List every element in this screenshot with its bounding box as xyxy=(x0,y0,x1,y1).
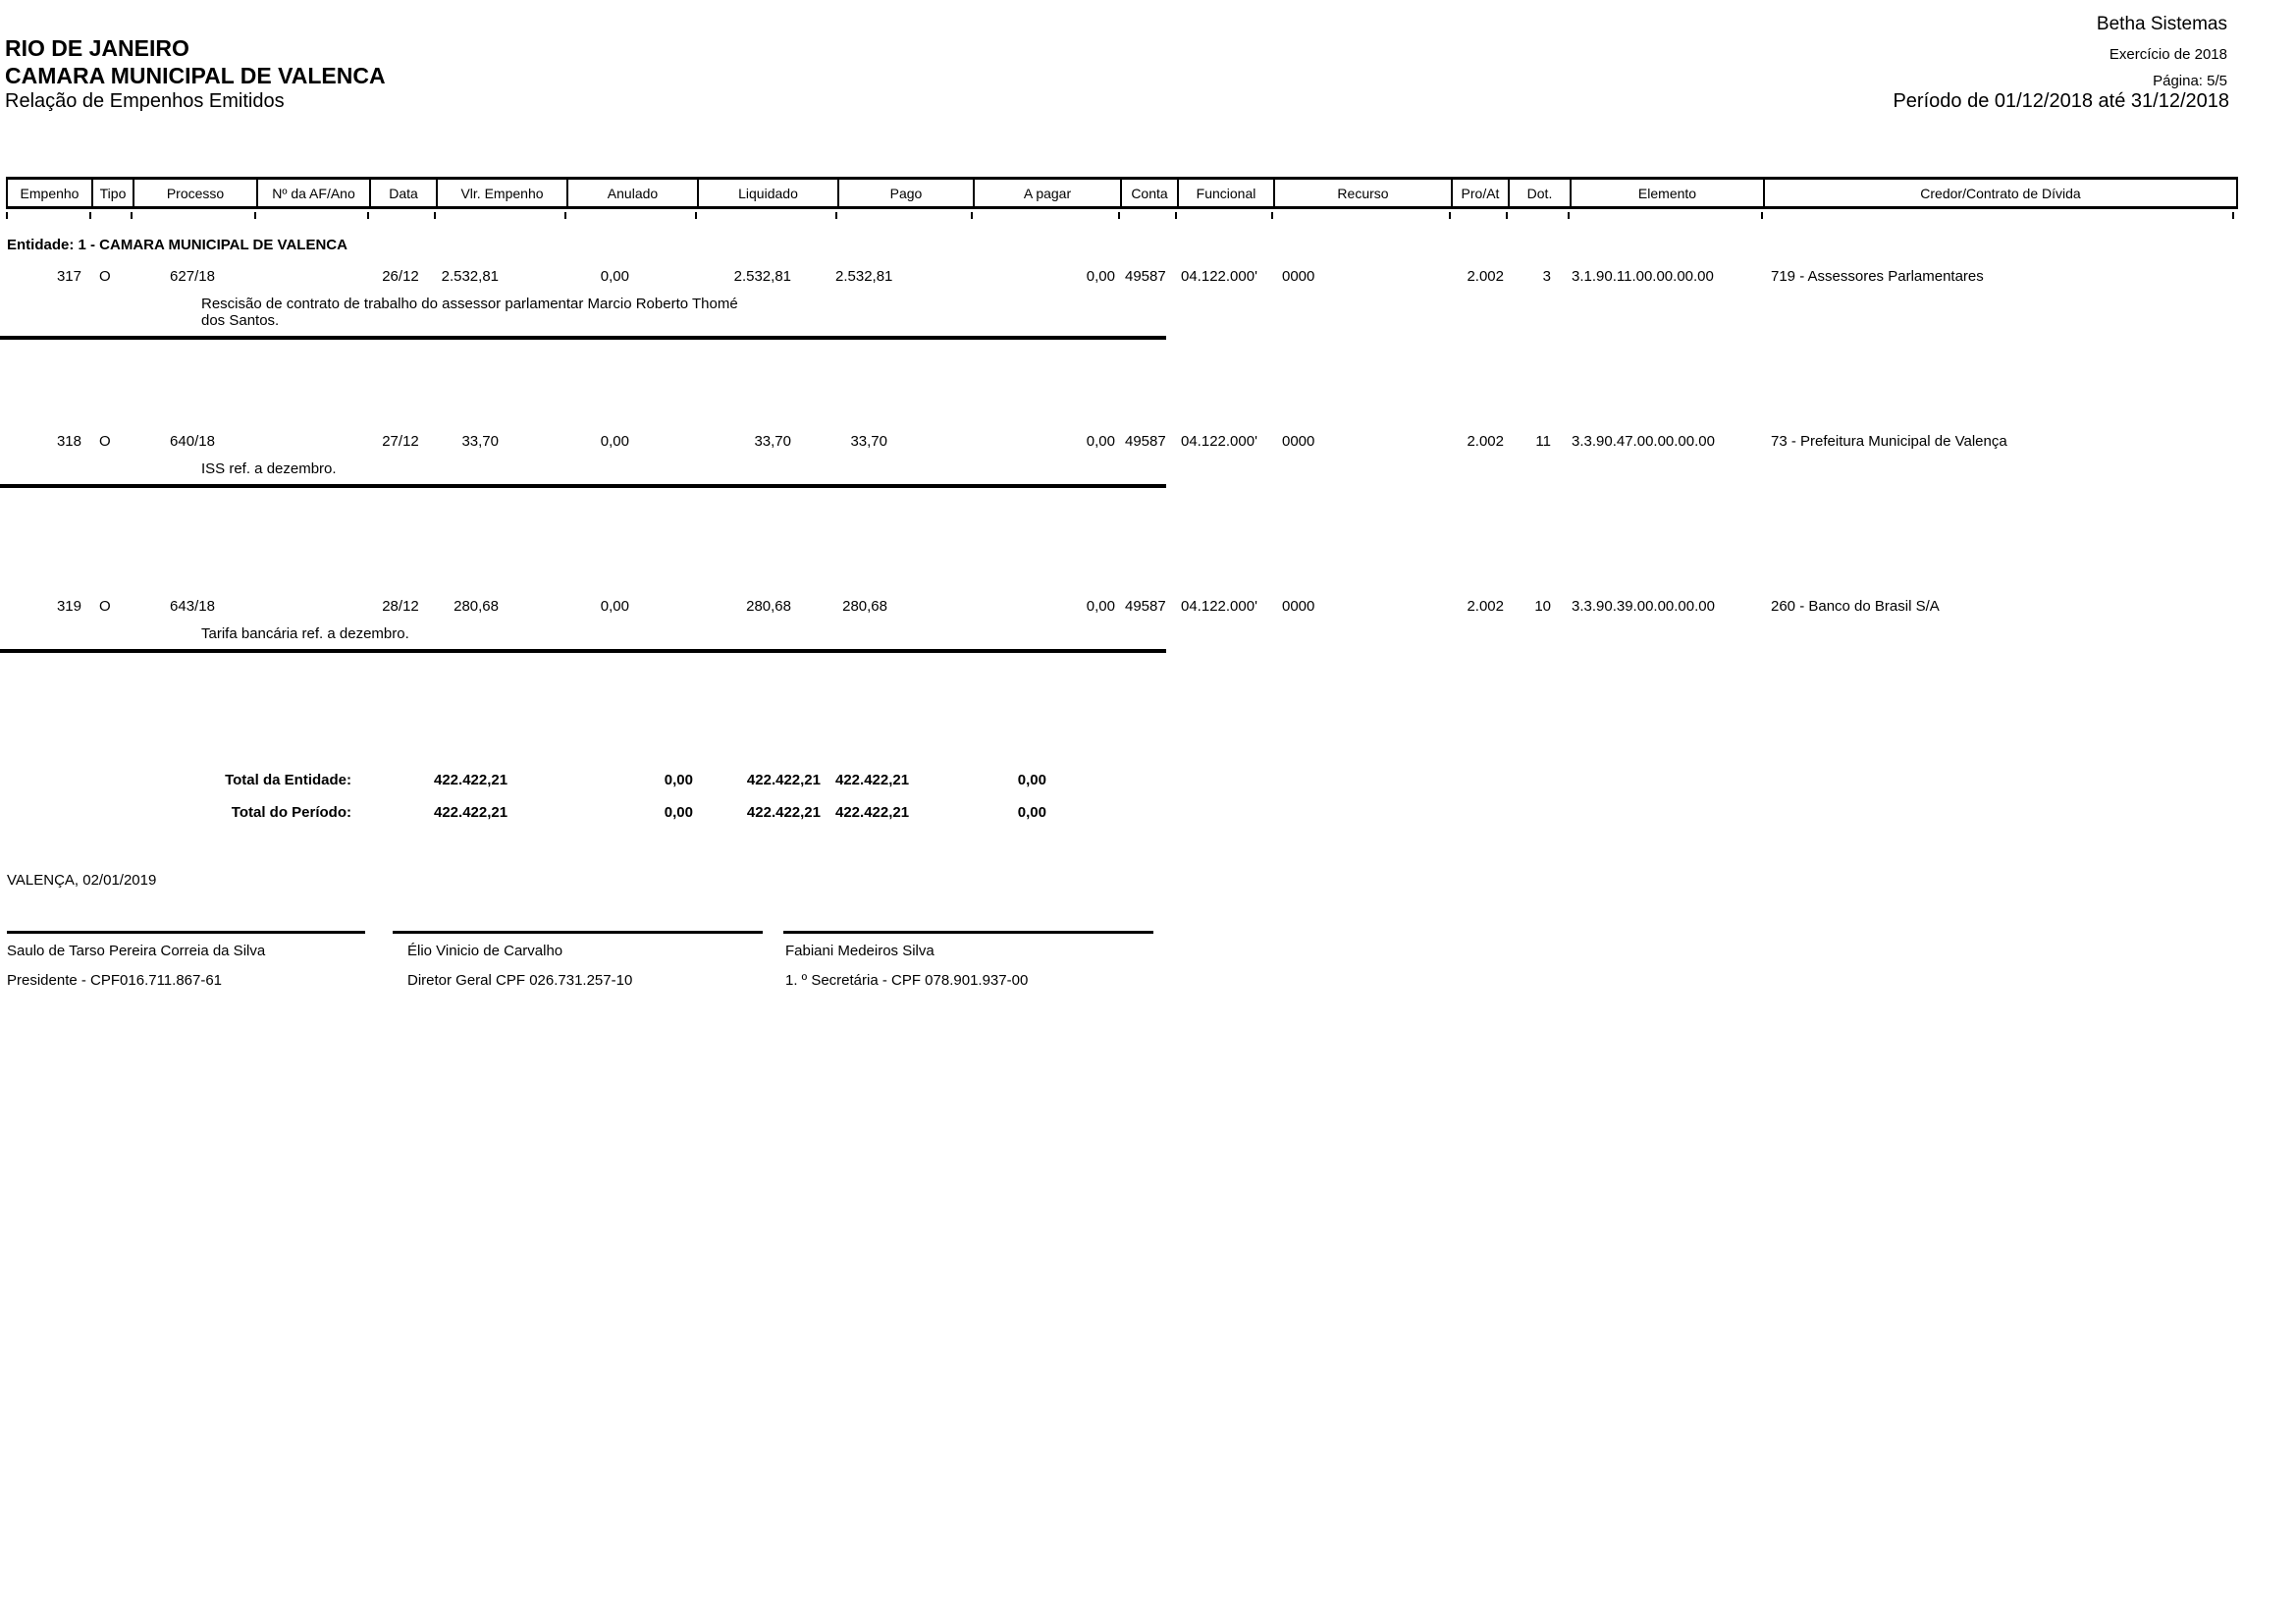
signature-line xyxy=(783,931,1153,934)
signature-role: Diretor Geral CPF 026.731.257-10 xyxy=(407,972,633,989)
cell-tipo: O xyxy=(99,433,111,450)
cell-pago: 280,68 xyxy=(842,598,887,615)
cell-a-pagar: 0,00 xyxy=(1086,268,1115,285)
signature-line xyxy=(7,931,365,934)
cell-credor: 260 - Banco do Brasil S/A xyxy=(1771,598,1940,615)
row-separator xyxy=(0,336,1166,340)
place-date: VALENÇA, 02/01/2019 xyxy=(7,872,157,889)
cell-recurso: 0000 xyxy=(1282,598,1315,615)
cell-dot: 10 xyxy=(1534,598,1551,615)
page-number: Página: 5/5 xyxy=(2153,73,2227,89)
col-header-liquidado: Liquidado xyxy=(697,180,837,206)
exercise-label: Exercício de 2018 xyxy=(2109,46,2227,63)
cell-elemento: 3.1.90.11.00.00.00.00 xyxy=(1572,268,1714,285)
empenho-description: Rescisão de contrato de trabalho do assessor parlamentar Marcio Roberto Thomé dos Santos. xyxy=(201,296,738,329)
cell-anulado: 0,00 xyxy=(600,433,629,450)
cell-empenho: 317 xyxy=(56,268,81,285)
empenho-description: Tarifa bancária ref. a dezembro. xyxy=(201,625,409,642)
col-header-a-pagar: A pagar xyxy=(973,180,1120,206)
signature-role: Presidente - CPF016.711.867-61 xyxy=(7,972,223,989)
cell-processo: 627/18 xyxy=(170,268,215,285)
table-header xyxy=(6,177,2238,209)
total-anulado: 0,00 xyxy=(664,804,693,821)
cell-pago: 2.532,81 xyxy=(835,268,893,285)
total-entidade-label: Total da Entidade: xyxy=(225,772,351,788)
col-header-elemento: Elemento xyxy=(1570,180,1763,206)
empenho-description: ISS ref. a dezembro. xyxy=(201,460,337,477)
cell-funcional: 04.122.000' xyxy=(1181,268,1257,285)
cell-pro-at: 2.002 xyxy=(1467,598,1504,615)
cell-tipo: O xyxy=(99,598,111,615)
cell-pago: 33,70 xyxy=(850,433,887,450)
total-pago: 422.422,21 xyxy=(835,804,910,821)
cell-vlr: 280,68 xyxy=(454,598,499,615)
cell-liquidado: 2.532,81 xyxy=(733,268,791,285)
signature-role: 1. º Secretária - CPF 078.901.937-00 xyxy=(785,972,1029,989)
col-header-anulado: Anulado xyxy=(566,180,697,206)
cell-conta: 49587 xyxy=(1125,268,1166,285)
total-periodo-label: Total do Período: xyxy=(231,804,351,821)
total-vlr: 422.422,21 xyxy=(434,772,508,788)
entity-name: CAMARA MUNICIPAL DE VALENCA xyxy=(5,63,386,88)
cell-credor: 719 - Assessores Parlamentares xyxy=(1771,268,1984,285)
col-header-credor: Credor/Contrato de Dívida xyxy=(1763,180,2236,206)
empenho-row xyxy=(6,433,2234,598)
cell-dot: 11 xyxy=(1535,433,1551,450)
col-header-data: Data xyxy=(369,180,436,206)
row-separator xyxy=(0,649,1166,653)
col-header-pro-at: Pro/At xyxy=(1451,180,1508,206)
entity-section-header: Entidade: 1 - CAMARA MUNICIPAL DE VALENCA xyxy=(7,237,347,253)
col-header-pago: Pago xyxy=(837,180,973,206)
cell-elemento: 3.3.90.39.00.00.00.00 xyxy=(1572,598,1715,615)
cell-anulado: 0,00 xyxy=(600,598,629,615)
cell-af-ano xyxy=(254,598,367,616)
empenho-row xyxy=(6,268,2234,433)
cell-recurso: 0000 xyxy=(1282,433,1315,450)
cell-empenho: 319 xyxy=(56,598,81,615)
col-header-processo: Processo xyxy=(133,180,256,206)
total-liquidado: 422.422,21 xyxy=(746,772,821,788)
cell-processo: 643/18 xyxy=(170,598,215,615)
signature-name: Saulo de Tarso Pereira Correia da Silva xyxy=(7,943,266,959)
row-separator xyxy=(0,484,1166,488)
col-header-dot: Dot. xyxy=(1508,180,1570,206)
report-title: Relação de Empenhos Emitidos xyxy=(5,90,285,112)
total-anulado: 0,00 xyxy=(664,772,693,788)
total-liquidado: 422.422,21 xyxy=(746,804,821,821)
state-name: RIO DE JANEIRO xyxy=(5,35,189,61)
cell-a-pagar: 0,00 xyxy=(1086,433,1115,450)
cell-funcional: 04.122.000' xyxy=(1181,433,1257,450)
signature-name: Élio Vinicio de Carvalho xyxy=(407,943,563,959)
vendor-name: Betha Sistemas xyxy=(2096,14,2227,34)
cell-processo: 640/18 xyxy=(170,433,215,450)
column-ticks xyxy=(6,212,2234,219)
total-entidade-row xyxy=(6,772,2234,789)
cell-conta: 49587 xyxy=(1125,433,1166,450)
col-header-funcional: Funcional xyxy=(1177,180,1273,206)
cell-dot: 3 xyxy=(1542,268,1551,285)
cell-liquidado: 33,70 xyxy=(754,433,791,450)
period-label: Período de 01/12/2018 até 31/12/2018 xyxy=(1893,90,2229,112)
cell-liquidado: 280,68 xyxy=(746,598,791,615)
cell-vlr: 33,70 xyxy=(461,433,499,450)
signature-line xyxy=(393,931,763,934)
col-header-conta: Conta xyxy=(1120,180,1177,206)
cell-data: 27/12 xyxy=(382,433,419,450)
cell-data: 26/12 xyxy=(382,268,419,285)
total-pago: 422.422,21 xyxy=(835,772,910,788)
cell-elemento: 3.3.90.47.00.00.00.00 xyxy=(1572,433,1715,450)
total-periodo-row xyxy=(6,804,2234,822)
cell-af-ano xyxy=(254,433,367,451)
cell-empenho: 318 xyxy=(56,433,81,450)
col-header-tipo: Tipo xyxy=(91,180,133,206)
cell-af-ano xyxy=(254,268,367,286)
total-a-pagar: 0,00 xyxy=(1017,772,1046,788)
empenho-row xyxy=(6,598,2234,763)
cell-tipo: O xyxy=(99,268,111,285)
cell-conta: 49587 xyxy=(1125,598,1166,615)
cell-a-pagar: 0,00 xyxy=(1086,598,1115,615)
col-header-vlr: Vlr. Empenho xyxy=(436,180,566,206)
cell-pro-at: 2.002 xyxy=(1467,433,1504,450)
cell-anulado: 0,00 xyxy=(600,268,629,285)
cell-funcional: 04.122.000' xyxy=(1181,598,1257,615)
signature-name: Fabiani Medeiros Silva xyxy=(785,943,934,959)
col-header-recurso: Recurso xyxy=(1273,180,1451,206)
cell-credor: 73 - Prefeitura Municipal de Valença xyxy=(1771,433,2007,450)
total-vlr: 422.422,21 xyxy=(434,804,508,821)
cell-vlr: 2.532,81 xyxy=(441,268,499,285)
col-header-empenho: Empenho xyxy=(20,186,80,201)
cell-data: 28/12 xyxy=(382,598,419,615)
cell-pro-at: 2.002 xyxy=(1467,268,1504,285)
cell-recurso: 0000 xyxy=(1282,268,1315,285)
total-a-pagar: 0,00 xyxy=(1017,804,1046,821)
empenho-rows xyxy=(6,268,2234,763)
col-header-af-ano: Nº da AF/Ano xyxy=(256,180,369,206)
